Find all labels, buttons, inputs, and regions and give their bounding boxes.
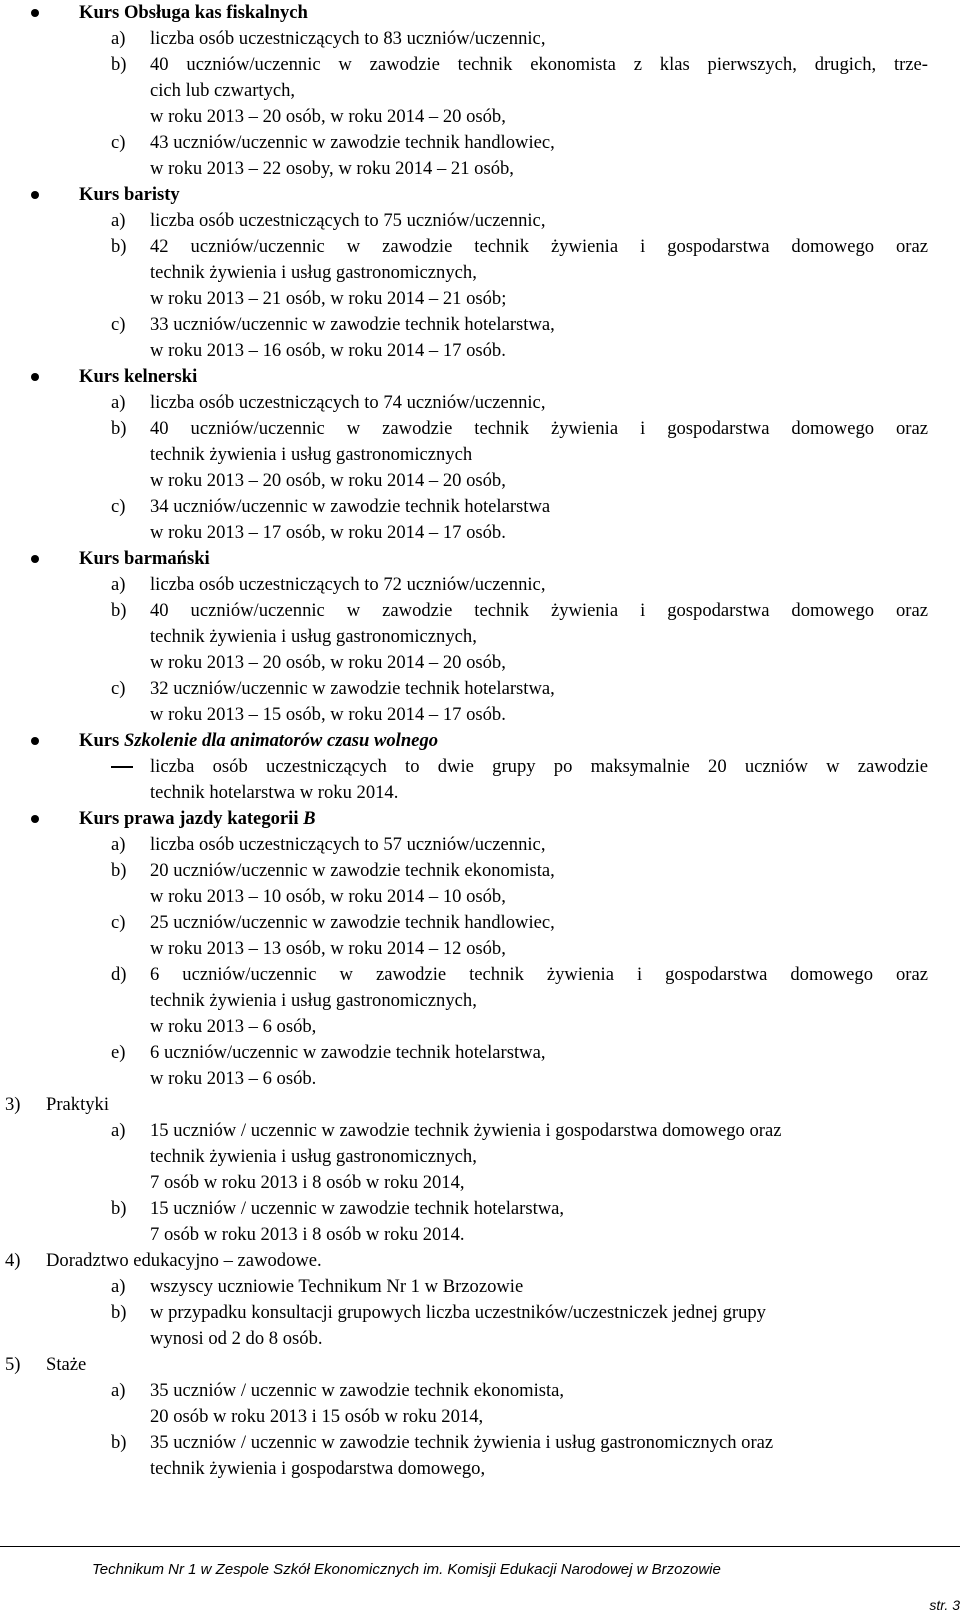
item-text: 34 uczniów/uczennic w zawodzie technik hotelarstwa — [150, 496, 551, 517]
item-text: w roku 2013 – 10 osób, w roku 2014 – 10 osób, — [150, 886, 506, 907]
item-text: liczba osób uczestniczących to 74 uczniów/uczennic, — [150, 392, 546, 413]
item-label: a) — [111, 1380, 126, 1401]
item-text: technik żywienia i usług gastronomicznych, — [150, 1146, 477, 1167]
item-text: liczba osób uczestniczących to 57 uczniów/uczennic, — [150, 834, 546, 855]
course-title — [79, 728, 438, 754]
item-text: 15 uczniów / uczennic w zawodzie technik żywienia i gospodarstwa domowego oraz — [150, 1120, 782, 1141]
item-text: 40 uczniów/uczennic w zawodzie technik żywienia i gospodarstwa domowego oraz — [150, 418, 928, 439]
item-label: c) — [111, 132, 126, 153]
item-text: technik żywienia i gospodarstwa domowego, — [150, 1458, 486, 1479]
footer-divider — [0, 1546, 960, 1547]
section-number: 5) — [5, 1354, 21, 1375]
course-title-prefix: Kurs — [79, 730, 120, 751]
section-title: Praktyki — [46, 1094, 110, 1115]
item-text: cich lub czwartych, — [150, 80, 296, 101]
item-text: w roku 2013 – 15 osób, w roku 2014 – 17 osób. — [150, 704, 506, 725]
item-text: 43 uczniów/uczennic w zawodzie technik handlowiec, — [150, 132, 555, 153]
item-text: 6 uczniów/uczennic w zawodzie technik żywienia i gospodarstwa domowego oraz — [150, 964, 928, 985]
item-text: w roku 2013 – 22 osoby, w roku 2014 – 21 osób, — [150, 158, 514, 179]
section-number: 3) — [5, 1094, 21, 1115]
bullet-icon — [31, 191, 39, 199]
item-text: liczba osób uczestniczących to dwie grupy po maksymalnie 20 uczniów w zawodzie — [150, 756, 928, 777]
item-label: b) — [111, 236, 127, 257]
course-title: Kurs Obsługa kas fiskalnych — [79, 2, 308, 23]
item-text: wynosi od 2 do 8 osób. — [150, 1328, 323, 1349]
item-label: a) — [111, 574, 126, 595]
item-text: 20 osób w roku 2013 i 15 osób w roku 2014, — [150, 1406, 484, 1427]
footer-text: Technikum Nr 1 w Zespole Szkół Ekonomicznych im. Komisji Edukacji Narodowej w Brzozowie — [92, 1561, 721, 1578]
item-text: 33 uczniów/uczennic w zawodzie technik hotelarstwa, — [150, 314, 555, 335]
course-title-italic: B — [303, 808, 316, 829]
item-label: c) — [111, 496, 126, 517]
item-text: liczba osób uczestniczących to 75 uczniów/uczennic, — [150, 210, 546, 231]
item-text: technik żywienia i usług gastronomicznych, — [150, 262, 477, 283]
item-label: e) — [111, 1042, 126, 1063]
item-label: a) — [111, 392, 126, 413]
item-label: b) — [111, 1198, 127, 1219]
item-text: 40 uczniów/uczennic w zawodzie technik żywienia i gospodarstwa domowego oraz — [150, 600, 928, 621]
dash-icon — [111, 766, 133, 768]
section-number: 4) — [5, 1250, 21, 1271]
item-text: w przypadku konsultacji grupowych liczba uczestników/uczestniczek jednej grupy — [150, 1302, 766, 1323]
item-text: 35 uczniów / uczennic w zawodzie technik ekonomista, — [150, 1380, 565, 1401]
course-title: Kurs kelnerski — [79, 366, 198, 387]
item-text: 42 uczniów/uczennic w zawodzie technik żywienia i gospodarstwa domowego oraz — [150, 236, 928, 257]
item-text: 6 uczniów/uczennic w zawodzie technik hotelarstwa, — [150, 1042, 546, 1063]
item-text: technik żywienia i usług gastronomicznych — [150, 444, 473, 465]
item-label: d) — [111, 964, 127, 985]
item-text: w roku 2013 – 6 osób, — [150, 1016, 317, 1037]
bullet-icon — [31, 815, 39, 823]
course-title: Kurs baristy — [79, 184, 180, 205]
item-text: w roku 2013 – 21 osób, w roku 2014 – 21 osób; — [150, 288, 507, 309]
course-title — [79, 806, 316, 832]
item-text: 7 osób w roku 2013 i 8 osób w roku 2014, — [150, 1172, 465, 1193]
item-label: b) — [111, 418, 127, 439]
bullet-icon — [31, 373, 39, 381]
item-label: a) — [111, 1120, 126, 1141]
bullet-icon — [31, 555, 39, 563]
item-label: c) — [111, 912, 126, 933]
item-text: w roku 2013 – 16 osób, w roku 2014 – 17 osób. — [150, 340, 506, 361]
section-title: Doradztwo edukacyjno – zawodowe. — [46, 1250, 322, 1271]
item-label: b) — [111, 600, 127, 621]
bullet-icon — [31, 9, 39, 17]
item-label: a) — [111, 834, 126, 855]
item-label: b) — [111, 1432, 127, 1453]
item-text: technik hotelarstwa w roku 2014. — [150, 782, 399, 803]
course-title-italic: Szkolenie dla animatorów czasu wolnego — [123, 730, 439, 751]
item-text: 25 uczniów/uczennic w zawodzie technik handlowiec, — [150, 912, 555, 933]
item-text: liczba osób uczestniczących to 72 uczniów/uczennic, — [150, 574, 546, 595]
item-text: technik żywienia i usług gastronomicznych, — [150, 990, 477, 1011]
item-text: liczba osób uczestniczących to 83 uczniów/uczennic, — [150, 28, 546, 49]
item-text: 40 uczniów/uczennic w zawodzie technik ekonomista z klas pierwszych, drugich, trze- — [150, 54, 928, 75]
bullet-icon — [31, 737, 39, 745]
item-label: b) — [111, 860, 127, 881]
course-title-prefix: Kurs prawa jazdy kategorii — [79, 808, 299, 829]
item-text: w roku 2013 – 6 osób. — [150, 1068, 317, 1089]
item-label: c) — [111, 314, 126, 335]
page-number: str. 3 — [929, 1597, 960, 1613]
item-label: b) — [111, 1302, 127, 1323]
item-text: w roku 2013 – 20 osób, w roku 2014 – 20 osób, — [150, 470, 506, 491]
item-text: wszyscy uczniowie Technikum Nr 1 w Brzozowie — [150, 1276, 524, 1297]
item-text: 32 uczniów/uczennic w zawodzie technik hotelarstwa, — [150, 678, 555, 699]
item-text: w roku 2013 – 20 osób, w roku 2014 – 20 osób, — [150, 652, 506, 673]
item-text: 7 osób w roku 2013 i 8 osób w roku 2014. — [150, 1224, 465, 1245]
item-text: 20 uczniów/uczennic w zawodzie technik ekonomista, — [150, 860, 555, 881]
course-title: Kurs barmański — [79, 548, 210, 569]
section-title: Staże — [46, 1354, 87, 1375]
item-text: 35 uczniów / uczennic w zawodzie technik żywienia i usług gastronomicznych oraz — [150, 1432, 774, 1453]
item-text: w roku 2013 – 20 osób, w roku 2014 – 20 osób, — [150, 106, 506, 127]
item-label: a) — [111, 28, 126, 49]
item-text: w roku 2013 – 17 osób, w roku 2014 – 17 osób. — [150, 522, 506, 543]
item-label: a) — [111, 210, 126, 231]
item-text: technik żywienia i usług gastronomicznych, — [150, 626, 477, 647]
item-label: c) — [111, 678, 126, 699]
item-label: b) — [111, 54, 127, 75]
item-text: w roku 2013 – 13 osób, w roku 2014 – 12 osób, — [150, 938, 506, 959]
item-text: 15 uczniów / uczennic w zawodzie technik hotelarstwa, — [150, 1198, 565, 1219]
item-label: a) — [111, 1276, 126, 1297]
